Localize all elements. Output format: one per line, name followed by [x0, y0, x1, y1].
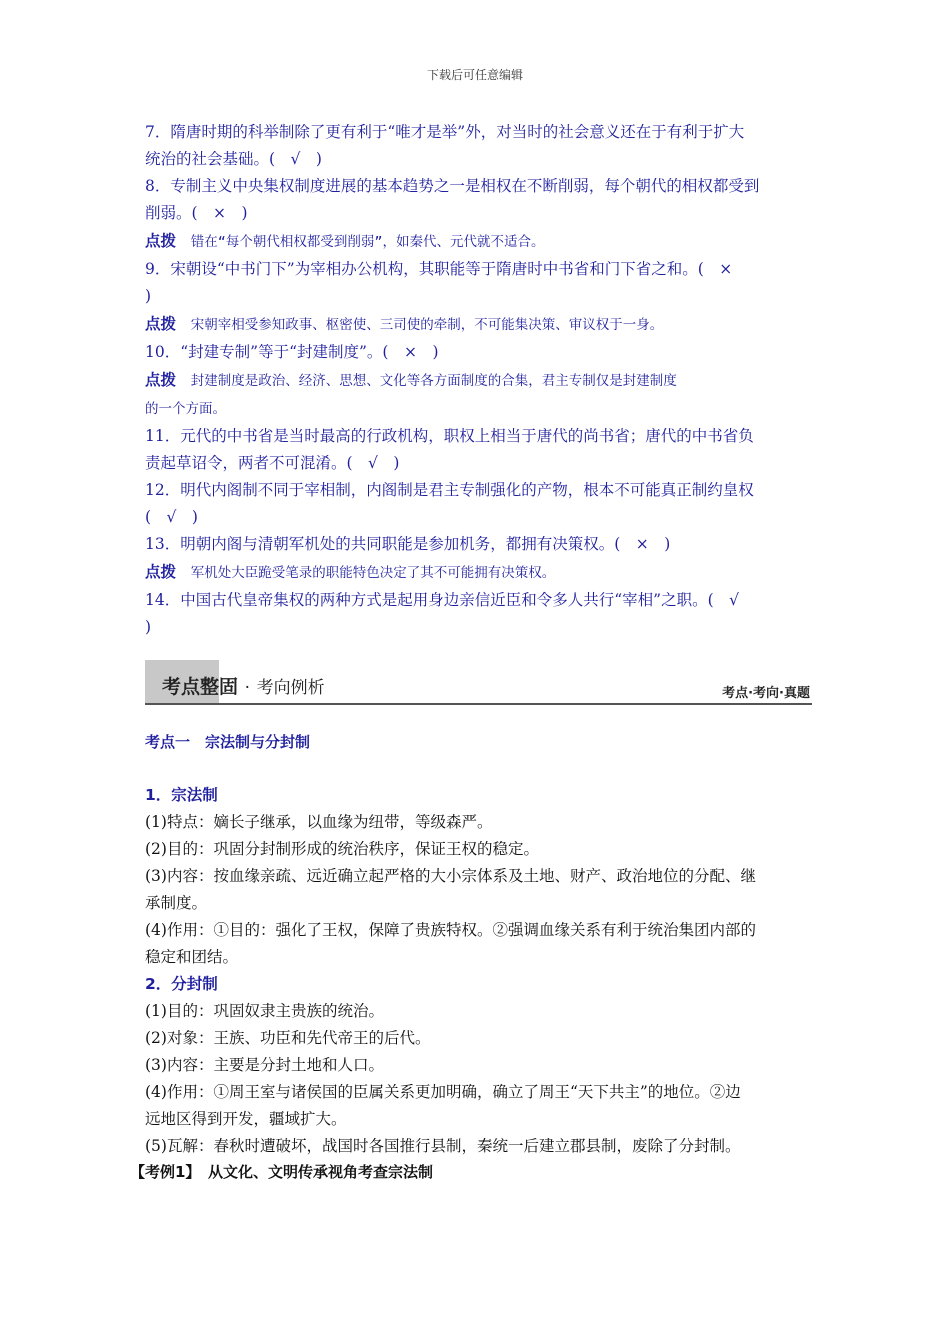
item-11-line-1: 11．元代的中书省是当时最高的行政机构，职权上相当于唐代的尚书省；唐代的中书省负: [145, 427, 754, 445]
item-13-line-1: 13．明朝内阁与清朝军机处的共同职能是参加机务，都拥有决策权。( × ): [145, 535, 671, 553]
hint-text: 错在“每个朝代相权都受到削弱”，如秦代、元代就不适合。: [190, 234, 545, 250]
paragraph: (2)对象：王族、功臣和先代帝王的后代。: [145, 1029, 431, 1047]
hint-label: 点拨: [145, 314, 177, 333]
header-note: 下载后可任意编辑: [426, 68, 523, 82]
item-11-line-2: 责起草诏令，两者不可混淆。( √ ): [145, 454, 400, 472]
banner-right-label: 考点·考向·真题: [722, 686, 810, 701]
paragraph: (2)目的：巩固分封制形成的统治秩序，保证王权的稳定。: [145, 840, 539, 858]
content-block: [145, 782, 810, 1160]
banner-title: [162, 672, 325, 699]
hint-label: 点拨: [145, 370, 177, 389]
paragraph: (4)作用：①周王室与诸侯国的臣属关系更加明确，确立了周王“天下共主”的地位。②边: [145, 1083, 741, 1101]
item-8-line-1: 8．专制主义中央集权制度进展的基本趋势之一是相权在不断削弱，每个朝代的相权都受到: [145, 177, 760, 195]
section-heading: 考点一 宗法制与分封制: [145, 733, 311, 751]
banner-dot: ·: [244, 678, 251, 698]
item-12-line-1: 12．明代内阁制不同于宰相制，内阁制是君主专制强化的产物，根本不可能真正制约皇权: [145, 481, 754, 499]
item-14-line-1: 14．中国古代皇帝集权的两种方式是起用身边亲信近臣和令多人共行“宰相”之职。( √: [145, 591, 739, 609]
paragraph: (1)目的：巩固奴隶主贵族的统治。: [145, 1002, 384, 1020]
paragraph: (1)特点：嫡长子继承，以血缘为纽带，等级森严。: [145, 813, 493, 831]
item-9-line-2: ): [145, 287, 152, 305]
hint-label: 点拨: [145, 231, 177, 250]
paragraph: (3)内容：按血缘亲疏、远近确立起严格的大小宗体系及土地、财产、政治地位的分配、继: [145, 867, 756, 885]
item-12-line-2: ( √ ): [145, 508, 198, 526]
paragraph: (5)瓦解：春秋时遭破坏，战国时各国推行县制，秦统一后建立郡县制，废除了分封制。: [145, 1137, 741, 1155]
item-7-line-1: 7．隋唐时期的科举制除了更有利于“唯才是举”外，对当时的社会意义还在于有利于扩大: [145, 123, 745, 141]
paragraph-continued: 承制度。: [145, 894, 208, 912]
banner-subtitle: 考向例析: [256, 678, 325, 698]
subsection-heading-2: 2．分封制: [145, 975, 218, 993]
paragraph-continued: 远地区得到开发，疆域扩大。: [145, 1110, 347, 1128]
hint-text: 宋朝宰相受参知政事、枢密使、三司使的牵制，不可能集决策、审议权于一身。: [190, 317, 664, 333]
hint-10: [145, 366, 810, 395]
hint-label: 点拨: [145, 562, 177, 581]
item-9-line-1: 9．宋朝设“中书门下”为宰相办公机构，其职能等于隋唐时中书省和门下省之和。( ×: [145, 260, 733, 278]
hint-13: [145, 558, 810, 587]
paragraph-continued: 稳定和团结。: [145, 948, 239, 966]
paragraph: (3)内容：主要是分封土地和人口。: [145, 1056, 384, 1074]
hint-text-continued: 的一个方面。: [145, 401, 226, 417]
item-10-line-1: 10．“封建专制”等于“封建制度”。( × ): [145, 343, 439, 361]
hint-9: [145, 310, 810, 339]
banner-title-main: 考点整固: [162, 676, 239, 698]
hint-8: [145, 227, 810, 256]
hint-10-continued: [145, 395, 810, 423]
paragraph: (4)作用：①目的：强化了王权，保障了贵族特权。②强调血缘关系有利于统治集团内部的: [145, 921, 756, 939]
judgement-list: [145, 119, 810, 641]
hint-text: 军机处大臣跪受笔录的职能特色决定了其不可能拥有决策权。: [190, 565, 556, 581]
item-8-line-2: 削弱。( × ): [145, 204, 248, 222]
item-7-line-2: 统治的社会基础。( √ ): [145, 150, 322, 168]
section-banner: [145, 660, 812, 705]
example-heading: 【考例1】 从文化、文明传承视角考查宗法制: [130, 1163, 433, 1181]
banner-rule: [145, 703, 812, 705]
hint-text: 封建制度是政治、经济、思想、文化等各方面制度的合集，君主专制仅是封建制度: [190, 373, 677, 389]
subsection-heading-1: 1．宗法制: [145, 786, 218, 804]
item-14-line-2: ): [145, 618, 152, 636]
